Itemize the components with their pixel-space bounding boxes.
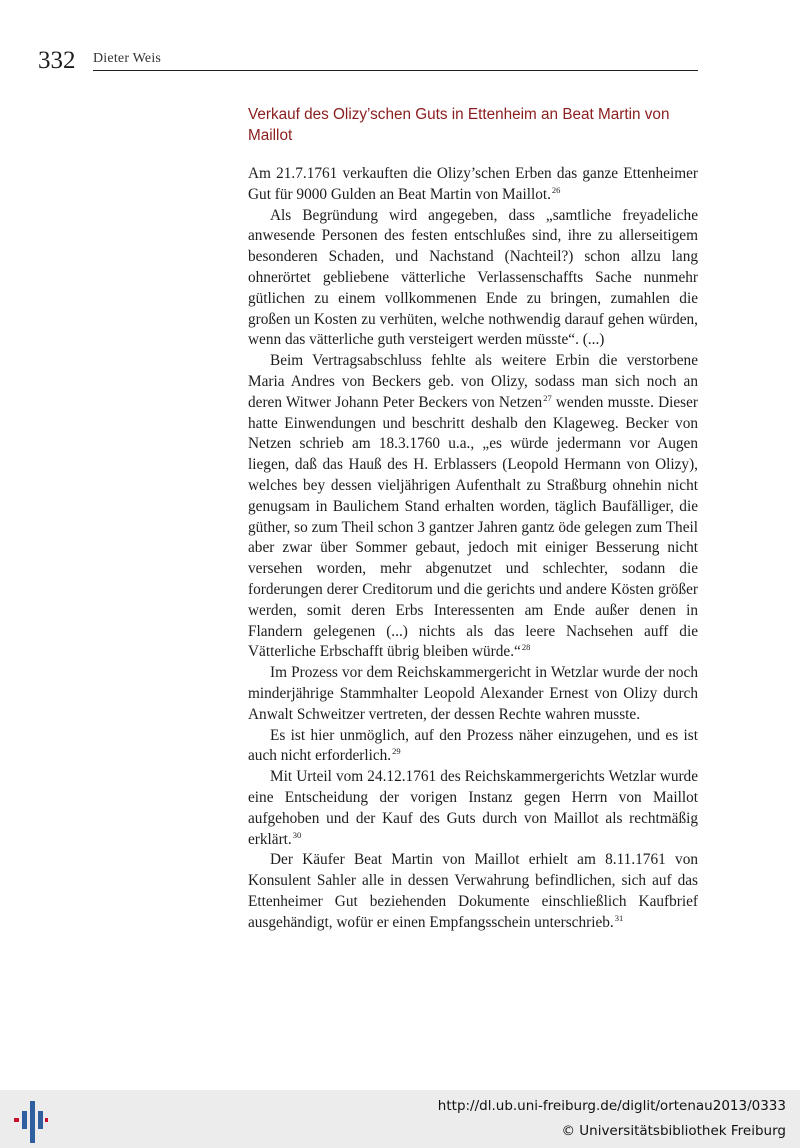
footer-copyright: © Universitätsbibliothek Freiburg [561,1123,786,1139]
running-head-author: Dieter Weis [93,51,162,66]
page-header [38,46,698,72]
paragraph-1 [248,164,698,206]
footnote-ref-30[interactable]: 30 [292,829,302,840]
paragraph-text: Am 21.7.1761 verkauften die Olizy’schen Erben das ganze Ettenheimer Gut für 9000 Gulden an Beat Martin von Maillot. [248,165,698,203]
footnote-ref-31[interactable]: 31 [614,912,624,923]
header-rule [93,70,698,71]
paragraph-text: Im Prozess vor dem Reichskammergericht in Wetzlar wurde der noch minderjährige Stammhalter Leopold Alexander Ernest von Olizy durch Anwalt Schweitzer vertreten, der dessen Rechte wahren musste. [248,664,698,723]
paragraph-text: Als Begründung wird angegeben, dass „samtliche freyadeliche anwesende Personen des festen entschlußes sind, ihre zu allerseitigem besonderen Schaden, und Nachstand (Nachteil?) schon allzu lang ohnerörtet gebliebene vätterliche Verlassenschaffts Sache nunmehr gütlichen zu einem vollkommenen Ende zu bringen, zumahlen die großen un Kosten zu verhüten, welche nothwendig darauf gehen würden, wenn das vätterliche guth versteigert werden müsste“. (...) [248,206,698,349]
paragraph-3 [248,351,698,663]
footnote-ref-27[interactable]: 27 [543,392,552,403]
paragraph-text: Mit Urteil vom 24.12.1761 des Reichskammergerichts Wetzlar wurde eine Entscheidung der vorigen Instanz gegen Herrn von Maillot aufgehoben und der Kauf des Guts durch von Maillot als rechtmäßig erklärt. [248,768,698,848]
paragraph-text: Beim Vertragsabschluss fehlte als weitere Erbin die verstorbene Maria Andres von Beckers geb. von Olizy, sodass man sich noch an deren Witwer Johann Peter Beckers von Netzen [248,352,698,411]
footnote-ref-26[interactable]: 26 [551,184,561,195]
body-text [248,164,698,933]
paragraph-5 [248,726,698,768]
ub-freiburg-logo-icon [14,1101,48,1143]
page-footer [0,1090,800,1148]
paragraph-7 [248,850,698,933]
page-number: 332 [38,47,76,74]
section-heading: Verkauf des Olizy’schen Guts in Ettenheim an Beat Martin von Maillot [248,106,670,144]
paragraph-6 [248,767,698,850]
paragraph-4 [248,663,698,725]
paragraph-text-continued: wenden musste. Dieser hatte Einwendungen und beschritt deshalb den Klageweg. Becker von Netzen schrieb am 18.3.1760 u.a., „es würde jedermann vor Augen liegen, daß das Hauß des H. Erblassers (Leopold Hermann von Olizy), welches bey dessen vieljährigen Aufenthalt zu Straßburg ohnehin nicht genugsam in Baulichem Stand erhalten worden, täglich Baufälliger, die güther, so zum Theil schon 3 gantzer Jahren gantz öde gelegen zum Theil aber zwar über Sommer gebaut, jedoch mit einiger Besserung nicht versehen worden, mehr abgenutzet und schlechter, sodann die forderungen derer Creditorum und die gerichts und andere Kösten größer werden, somit deren Erbs Interessenten am Ende außer denen in Flandern gelegenen (...) nichts als das leere Nachsehen auff die Vätterliche Erbschafft übrig bleiben würde.“ [248,393,698,661]
paragraph-text: Der Käufer Beat Martin von Maillot erhielt am 8.11.1761 von Konsulent Sahler alle in dessen Verwahrung befindlichen, sich auf das Ettenheimer Gut beziehenden Dokumente einschließlich Kaufbrief ausgehändigt, wofür er einen Empfangsschein unterschrieb. [248,851,698,931]
footer-url-link[interactable]: http://dl.ub.uni-freiburg.de/diglit/ortenau2013/0333 [437,1098,786,1114]
footnote-ref-28[interactable]: 28 [521,642,531,653]
paragraph-2 [248,206,698,352]
paragraph-text: Es ist hier unmöglich, auf den Prozess näher einzugehen, und es ist auch nicht erforderlich. [248,726,698,765]
footnote-ref-29[interactable]: 29 [392,746,401,757]
